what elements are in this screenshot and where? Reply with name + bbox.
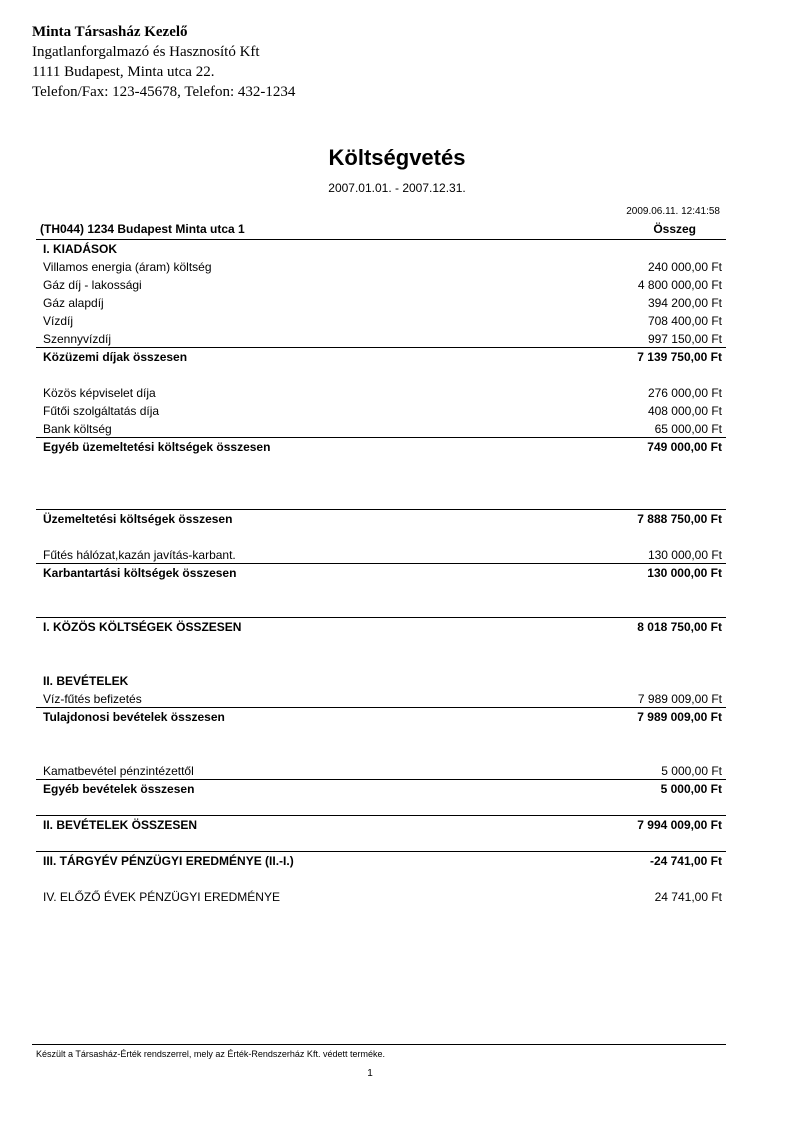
- row-amount: 7 989 009,00 Ft: [637, 710, 722, 724]
- total-row: [36, 617, 726, 636]
- table-row: [36, 330, 726, 348]
- row-amount: 130 000,00 Ft: [647, 566, 722, 580]
- table-row: [36, 276, 726, 294]
- table-row: [36, 546, 726, 564]
- table-row: [36, 402, 726, 420]
- row-label: III. TÁRGYÉV PÉNZÜGYI EREDMÉNYE (II.-I.): [43, 854, 294, 868]
- row-label: Vízdíj: [43, 314, 74, 328]
- row-amount: 276 000,00 Ft: [647, 386, 722, 400]
- result-row: [36, 888, 726, 906]
- amount-column-header: Összeg: [653, 222, 696, 236]
- table-row: [36, 258, 726, 276]
- section-heading: [36, 672, 726, 690]
- row-label: Közös képviselet díja: [43, 386, 156, 400]
- row-amount: 8 018 750,00 Ft: [637, 620, 722, 634]
- row-amount: 5 000,00 Ft: [661, 764, 722, 778]
- row-amount: 7 994 009,00 Ft: [637, 818, 722, 832]
- footer-note: Készült a Társasház-Érték rendszerrel, mely az Érték-Rendszerház Kft. védett terméke.: [36, 1049, 385, 1059]
- row-label: Közüzemi díjak összesen: [43, 350, 188, 364]
- table-header: [36, 221, 726, 240]
- total-row: [36, 815, 726, 834]
- row-label: Villamos energia (áram) költség: [43, 260, 212, 274]
- row-label: Egyéb bevételek összesen: [43, 782, 195, 796]
- company-line-2: Ingatlanforgalmazó és Hasznosító Kft: [32, 44, 260, 60]
- row-label: Kamatbevétel pénzintézettől: [43, 764, 194, 778]
- row-amount: 7 139 750,00 Ft: [637, 350, 722, 364]
- row-amount: 24 741,00 Ft: [654, 890, 722, 904]
- row-amount: 749 000,00 Ft: [647, 440, 722, 454]
- table-row: [36, 762, 726, 780]
- row-label: II. BEVÉTELEK: [43, 674, 129, 688]
- row-label: Fűtés hálózat,kazán javítás-karbant.: [43, 548, 236, 562]
- page-title: Költségvetés: [328, 145, 466, 170]
- row-amount: 997 150,00 Ft: [647, 332, 722, 346]
- row-label: Szennyvízdíj: [43, 332, 112, 346]
- row-amount: 65 000,00 Ft: [654, 422, 722, 436]
- table-row: [36, 312, 726, 330]
- row-label: Egyéb üzemeltetési költségek összesen: [43, 440, 271, 454]
- subtotal-row: [36, 347, 726, 366]
- row-amount: 5 000,00 Ft: [660, 782, 722, 796]
- page-number: 1: [367, 1068, 373, 1079]
- row-label: I. KIADÁSOK: [43, 242, 118, 256]
- row-amount: 708 400,00 Ft: [647, 314, 722, 328]
- row-label: II. BEVÉTELEK ÖSSZESEN: [43, 818, 198, 832]
- row-label: Karbantartási költségek összesen: [43, 566, 237, 580]
- table-row: [36, 420, 726, 438]
- row-label: Gáz alapdíj: [43, 296, 104, 310]
- company-phone: Telefon/Fax: 123-45678, Telefon: 432-1234: [32, 84, 296, 100]
- company-name: Minta Társasház Kezelő: [32, 24, 188, 40]
- subtotal-row: [36, 437, 726, 456]
- subtotal-row: [36, 707, 726, 726]
- footer-divider: [32, 1044, 726, 1045]
- subtotal-row: [36, 509, 726, 528]
- row-label: Bank költség: [43, 422, 112, 436]
- subtotal-row: [36, 563, 726, 582]
- property-address: (TH044) 1234 Budapest Minta utca 1: [40, 222, 245, 236]
- row-amount: 408 000,00 Ft: [647, 404, 722, 418]
- report-timestamp: 2009.06.11. 12:41:58: [626, 206, 720, 217]
- row-label: Fűtői szolgáltatás díja: [43, 404, 160, 418]
- report-period: 2007.01.01. - 2007.12.31.: [328, 181, 466, 195]
- table-row: [36, 690, 726, 708]
- row-amount: 394 200,00 Ft: [647, 296, 722, 310]
- table-row: [36, 294, 726, 312]
- row-amount: 130 000,00 Ft: [647, 548, 722, 562]
- row-label: Gáz díj - lakossági: [43, 278, 142, 292]
- row-label: I. KÖZÖS KÖLTSÉGEK ÖSSZESEN: [43, 620, 242, 634]
- subtotal-row: [36, 779, 726, 798]
- company-header: [32, 22, 295, 102]
- result-row: [36, 851, 726, 870]
- table-row: [36, 384, 726, 402]
- row-label: Tulajdonosi bevételek összesen: [43, 710, 225, 724]
- row-amount: 7 989 009,00 Ft: [637, 692, 722, 706]
- row-amount: -24 741,00 Ft: [649, 854, 722, 868]
- company-address: 1111 Budapest, Minta utca 22.: [32, 64, 215, 80]
- row-amount: 4 800 000,00 Ft: [637, 278, 722, 292]
- row-amount: 240 000,00 Ft: [647, 260, 722, 274]
- row-label: IV. ELŐZŐ ÉVEK PÉNZÜGYI EREDMÉNYE: [43, 890, 280, 904]
- section-heading: [36, 240, 726, 258]
- row-amount: 7 888 750,00 Ft: [637, 512, 722, 526]
- row-label: Üzemeltetési költségek összesen: [43, 512, 233, 526]
- row-label: Víz-fűtés befizetés: [43, 692, 142, 706]
